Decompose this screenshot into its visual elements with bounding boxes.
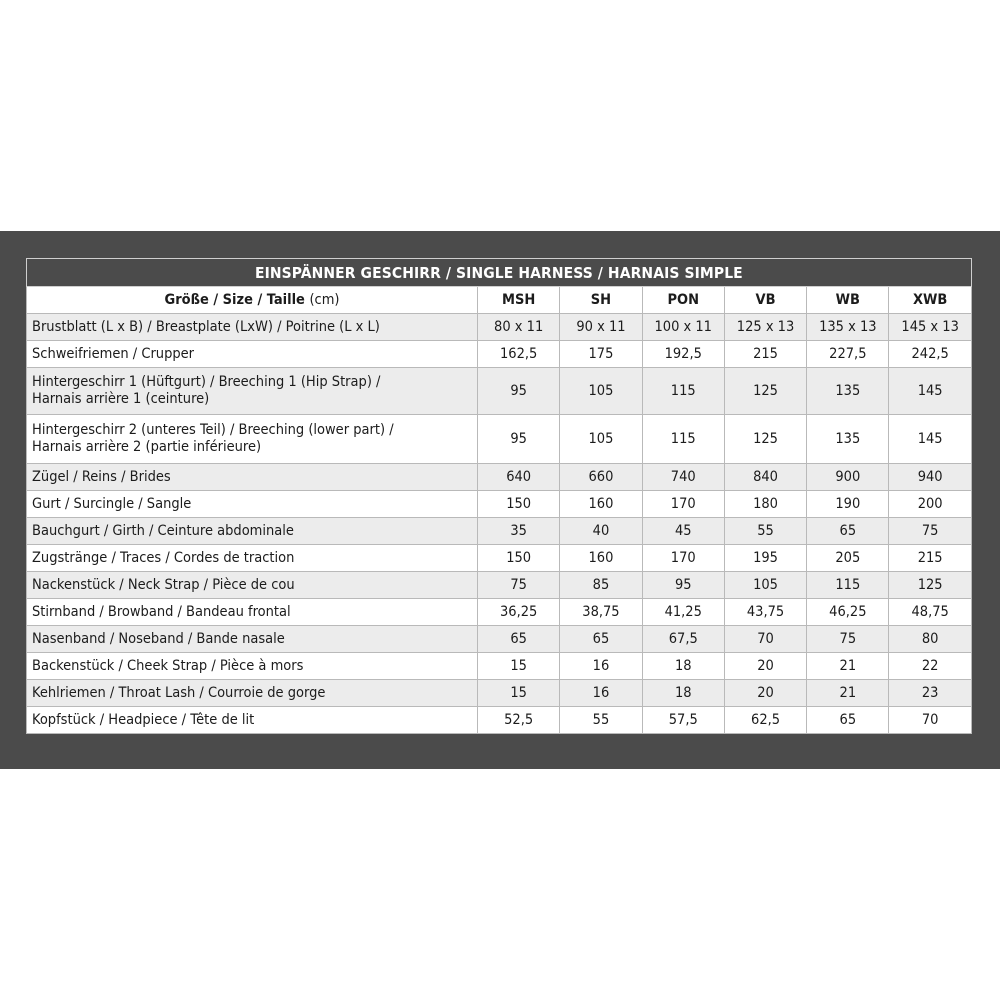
table-row: [27, 680, 972, 707]
header-label: Größe / Size / Taille: [164, 291, 305, 308]
table-cell: 55: [560, 707, 642, 734]
table-row: [27, 572, 972, 599]
row-label-cell: [27, 464, 478, 491]
table-row: [27, 491, 972, 518]
table-row: [27, 415, 972, 464]
table-cell: 900: [807, 464, 889, 491]
table-cell: 105: [724, 572, 806, 599]
row-label-cell: [27, 599, 478, 626]
table-cell: 65: [478, 626, 560, 653]
table-cell: 41,25: [642, 599, 724, 626]
table-row: [27, 341, 972, 368]
table-cell: 55: [724, 518, 806, 545]
table-cell: 36,25: [478, 599, 560, 626]
column-header: WB: [807, 287, 889, 314]
row-label-cell: [27, 415, 478, 464]
table-cell: 16: [560, 653, 642, 680]
table-cell: 23: [889, 680, 971, 707]
row-label-cell: [27, 368, 478, 415]
table-cell: 43,75: [724, 599, 806, 626]
table-cell: 38,75: [560, 599, 642, 626]
row-label: Zugstränge / Traces / Cordes de traction: [32, 549, 295, 566]
table-cell: 940: [889, 464, 971, 491]
table-cell: 15: [478, 680, 560, 707]
table-cell: 145: [889, 415, 971, 464]
table-cell: 180: [724, 491, 806, 518]
row-label-cell: [27, 341, 478, 368]
table-cell: 16: [560, 680, 642, 707]
table-cell: 80 x 11: [478, 314, 560, 341]
table-cell: 150: [478, 491, 560, 518]
table-row: [27, 464, 972, 491]
table-cell: 57,5: [642, 707, 724, 734]
table-cell: 45: [642, 518, 724, 545]
row-label-cell: [27, 680, 478, 707]
row-label: Zügel / Reins / Brides: [32, 468, 171, 485]
table-cell: 227,5: [807, 341, 889, 368]
table-cell: 20: [724, 653, 806, 680]
row-label: Brustblatt (L x B) / Breastplate (LxW) / Poitrine (L x L): [32, 318, 380, 335]
table-row: [27, 518, 972, 545]
column-header: MSH: [478, 287, 560, 314]
table-cell: 125: [724, 368, 806, 415]
table-row: [27, 707, 972, 734]
header-label-cell: [27, 287, 478, 314]
table-cell: 65: [807, 518, 889, 545]
table-cell: 162,5: [478, 341, 560, 368]
header-row: [27, 287, 972, 314]
table-cell: 840: [724, 464, 806, 491]
row-label: Bauchgurt / Girth / Ceinture abdominale: [32, 522, 294, 539]
column-header: PON: [642, 287, 724, 314]
table-cell: 46,25: [807, 599, 889, 626]
table-cell: 170: [642, 491, 724, 518]
table-cell: 160: [560, 491, 642, 518]
row-label: Stirnband / Browband / Bandeau frontal: [32, 603, 291, 620]
table-cell: 115: [642, 415, 724, 464]
table-cell: 660: [560, 464, 642, 491]
row-label: Nasenband / Noseband / Bande nasale: [32, 630, 285, 647]
table-cell: 75: [889, 518, 971, 545]
table-cell: 135: [807, 415, 889, 464]
column-header: XWB: [889, 287, 971, 314]
row-label-cell: [27, 626, 478, 653]
table-cell: 640: [478, 464, 560, 491]
table-cell: 95: [642, 572, 724, 599]
header-unit: (cm): [309, 291, 340, 308]
table-cell: 21: [807, 680, 889, 707]
table-cell: 70: [724, 626, 806, 653]
table-cell: 190: [807, 491, 889, 518]
table-row: [27, 314, 972, 341]
table-row: [27, 545, 972, 572]
row-label-cell: [27, 653, 478, 680]
row-label-cell: [27, 707, 478, 734]
table-cell: 115: [807, 572, 889, 599]
table-cell: 22: [889, 653, 971, 680]
column-header: VB: [724, 287, 806, 314]
table-cell: 65: [807, 707, 889, 734]
table-cell: 205: [807, 545, 889, 572]
table-cell: 115: [642, 368, 724, 415]
row-label-cell: [27, 314, 478, 341]
row-label: Hintergeschirr 1 (Hüftgurt) / Breeching 1 (Hip Strap) /: [32, 374, 381, 390]
table-cell: 95: [478, 368, 560, 415]
row-label: Kehlriemen / Throat Lash / Courroie de gorge: [32, 684, 326, 701]
row-label: Hintergeschirr 2 (unteres Teil) / Breeching (lower part) /: [32, 422, 394, 438]
table-row: [27, 626, 972, 653]
row-label: Nackenstück / Neck Strap / Pièce de cou: [32, 576, 295, 593]
table-cell: 67,5: [642, 626, 724, 653]
table-cell: 150: [478, 545, 560, 572]
row-label: Gurt / Surcingle / Sangle: [32, 495, 192, 512]
table-cell: 105: [560, 368, 642, 415]
table-cell: 105: [560, 415, 642, 464]
table-cell: 90 x 11: [560, 314, 642, 341]
table-cell: 95: [478, 415, 560, 464]
table-cell: 200: [889, 491, 971, 518]
table-cell: 35: [478, 518, 560, 545]
table-cell: 20: [724, 680, 806, 707]
table-cell: 160: [560, 545, 642, 572]
table-cell: 75: [807, 626, 889, 653]
size-table-container: [26, 258, 971, 734]
row-label-line2: Harnais arrière 1 (ceinture): [32, 391, 210, 407]
table-cell: 75: [478, 572, 560, 599]
table-cell: 125 x 13: [724, 314, 806, 341]
row-label-cell: [27, 491, 478, 518]
table-cell: 85: [560, 572, 642, 599]
table-cell: 145: [889, 368, 971, 415]
row-label: Kopfstück / Headpiece / Tête de lit: [32, 711, 255, 728]
table-cell: 125: [724, 415, 806, 464]
table-cell: 18: [642, 680, 724, 707]
table-cell: 215: [889, 545, 971, 572]
table-row: [27, 653, 972, 680]
row-label: Schweifriemen / Crupper: [32, 345, 195, 362]
table-cell: 18: [642, 653, 724, 680]
table-cell: 195: [724, 545, 806, 572]
table-cell: 192,5: [642, 341, 724, 368]
table-cell: 52,5: [478, 707, 560, 734]
table-cell: 62,5: [724, 707, 806, 734]
row-label-line2: Harnais arrière 2 (partie inférieure): [32, 439, 262, 455]
table-cell: 15: [478, 653, 560, 680]
row-label-cell: [27, 518, 478, 545]
table-cell: 135 x 13: [807, 314, 889, 341]
table-cell: 170: [642, 545, 724, 572]
row-label: Backenstück / Cheek Strap / Pièce à mors: [32, 657, 304, 674]
table-cell: 135: [807, 368, 889, 415]
table-cell: 21: [807, 653, 889, 680]
table-cell: 100 x 11: [642, 314, 724, 341]
table-cell: 215: [724, 341, 806, 368]
row-label-cell: [27, 545, 478, 572]
row-label-cell: [27, 572, 478, 599]
table-row: [27, 599, 972, 626]
table-cell: 145 x 13: [889, 314, 971, 341]
table-cell: 125: [889, 572, 971, 599]
column-header: SH: [560, 287, 642, 314]
table-frame: [0, 231, 1000, 769]
table-row: [27, 368, 972, 415]
table-title: EINSPÄNNER GESCHIRR / SINGLE HARNESS / HARNAIS SIMPLE: [27, 259, 972, 287]
table-cell: 80: [889, 626, 971, 653]
table-cell: 40: [560, 518, 642, 545]
table-cell: 65: [560, 626, 642, 653]
table-cell: 70: [889, 707, 971, 734]
table-cell: 242,5: [889, 341, 971, 368]
table-cell: 740: [642, 464, 724, 491]
size-table: [26, 258, 972, 734]
table-cell: 175: [560, 341, 642, 368]
table-cell: 48,75: [889, 599, 971, 626]
